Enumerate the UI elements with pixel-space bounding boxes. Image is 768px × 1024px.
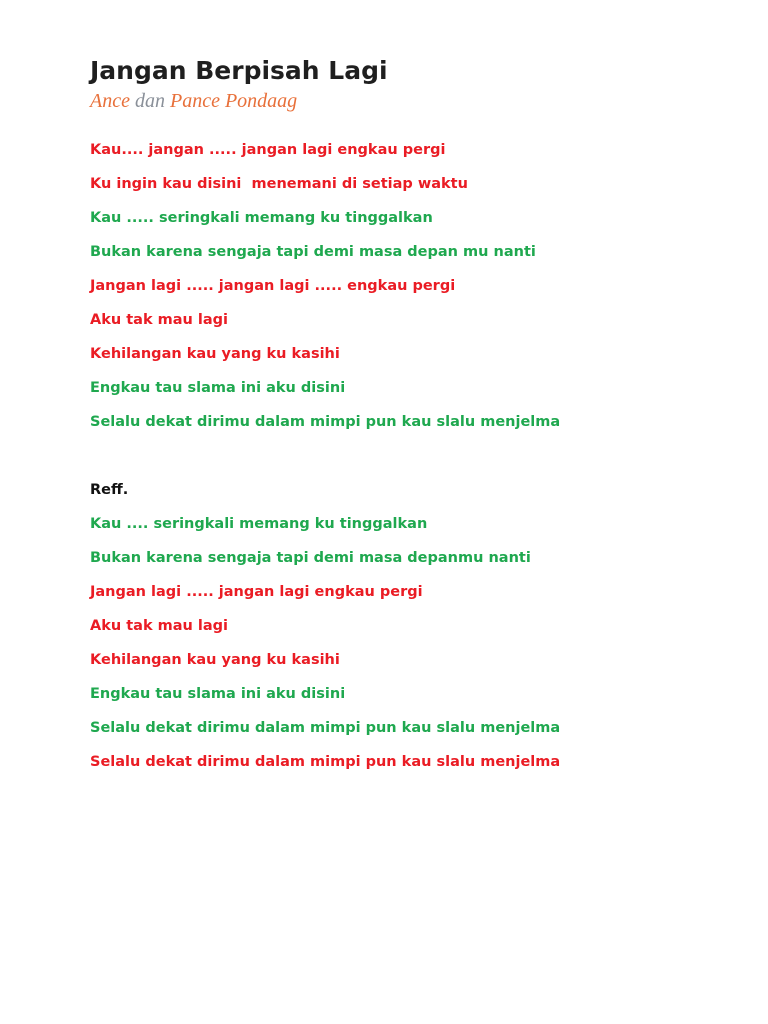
- artist-name-ance: Ance: [90, 90, 130, 112]
- verse-line: Kau.... jangan ..... jangan lagi engkau pergi: [90, 142, 446, 158]
- verse-line: Bukan karena sengaja tapi demi masa depan mu nanti: [90, 244, 536, 260]
- reff-line: Bukan karena sengaja tapi demi masa depanmu nanti: [90, 550, 531, 566]
- verse-section: [90, 138, 730, 444]
- reff-line: Engkau tau slama ini aku disini: [90, 686, 346, 702]
- reff-line: Kehilangan kau yang ku kasihi: [90, 652, 340, 668]
- lyrics-body: [90, 138, 730, 784]
- verse-line: Engkau tau slama ini aku disini: [90, 380, 346, 396]
- verse-line: Selalu dekat dirimu dalam mimpi pun kau slalu menjelma: [90, 414, 561, 430]
- reff-line: Selalu dekat dirimu dalam mimpi pun kau slalu menjelma: [90, 720, 561, 736]
- verse-line: Aku tak mau lagi: [90, 312, 229, 328]
- song-title: Jangan Berpisah Lagi: [90, 56, 388, 85]
- verse-line: Kau ..... seringkali memang ku tinggalkan: [90, 210, 433, 226]
- reff-line: Selalu dekat dirimu dalam mimpi pun kau slalu menjelma: [90, 754, 561, 770]
- verse-line: Jangan lagi ..... jangan lagi ..... engkau pergi: [90, 278, 456, 294]
- verse-line: Ku ingin kau disini menemani di setiap waktu: [90, 176, 468, 192]
- section-spacer: [90, 444, 730, 478]
- reff-line: Kau .... seringkali memang ku tinggalkan: [90, 516, 428, 532]
- verse-line: Kehilangan kau yang ku kasihi: [90, 346, 340, 362]
- artist-connector: dan: [134, 90, 165, 112]
- reff-section: [90, 512, 730, 784]
- artist-name-pance-pondaag: Pance Pondaag: [169, 90, 298, 112]
- reff-line: Jangan lagi ..... jangan lagi engkau pergi: [90, 584, 423, 600]
- reff-line: Aku tak mau lagi: [90, 618, 229, 634]
- artist-line: [90, 88, 297, 114]
- reff-label: Reff.: [90, 482, 129, 498]
